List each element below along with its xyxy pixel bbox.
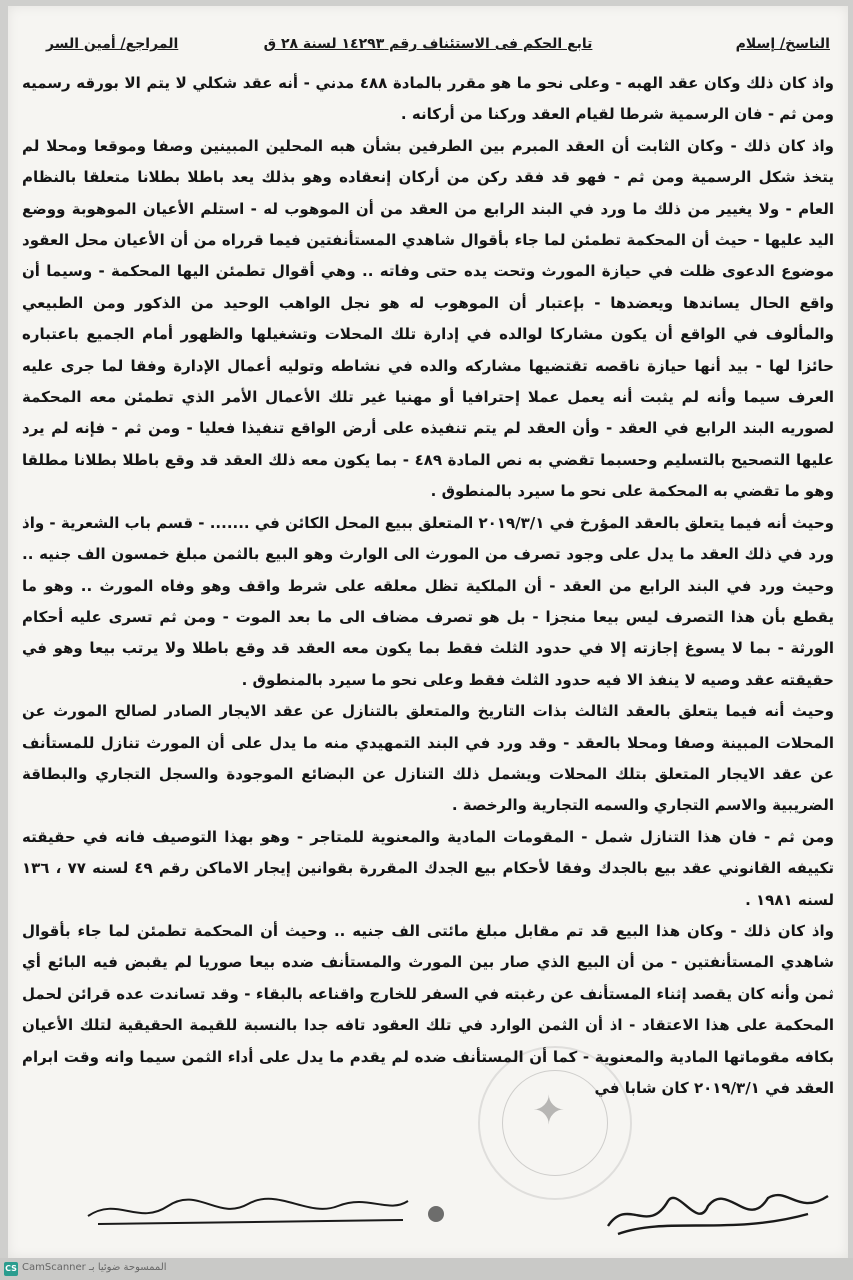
judgment-body (22, 68, 834, 1104)
page-header (8, 36, 848, 64)
scanner-footer (0, 1258, 853, 1280)
header-reviewer: المراجع/ أمين السر (46, 36, 179, 52)
eagle-emblem-icon: ✦ (532, 1088, 566, 1134)
right-signature (608, 1195, 828, 1234)
camscanner-logo-icon: CS (4, 1262, 18, 1276)
paragraph: وحيث أنه فيما يتعلق بالعقد الثالث بذات التاريخ والمتعلق بالتنازل عن عقد الايجار الصادر لصالح المورث عن المحلات المبينة وصفا ومحلا بالعقد - وقد ورد في البند التمهيدي منه ما يدل على أن المورث تنازل للمستأنف عن عقد الايجار المتعلق بتلك المحلات ويشمل ذلك التنازل عن البضائع الموجودة والسجل التجاري والبطاقة الضريبية والاسم التجاري والسمه التجارية والرخصة . (22, 702, 834, 815)
header-scribe: الناسخ/ إسلام (735, 36, 830, 52)
paragraph: واذ كان ذلك وكان عقد الهبه - وعلى نحو ما هو مقرر بالمادة ٤٨٨ مدني - أنه عقد شكلي لا يتم الا بورقه رسميه ومن ثم - فان الرسمية شرطا لقيام العقد وركنا من أركانه . (22, 74, 834, 124)
document-page (8, 6, 848, 1258)
paragraph: واذ كان ذلك - وكان الثابت أن العقد المبرم بين الطرفين بشأن هبه المحلين المبينين وصفا وموقعا ومحلا لم يتخذ شكل الرسمية ومن ثم - فهو قد فقد ركن من أركان إنعقاده وهو بذلك يعد باطلا بطلانا متعلقا بالنظام العام - ولا يغيير من ذلك ما ورد في البند الرابع من العقد من أن الموهوب له - استلم الأعيان الموهوبة ووضع اليد عليها - حيث أن المحكمة تطمئن لما جاء بأقوال شاهدي المستأنفتين فيما قرراه من أن الأعيان محل العقود موضوع الدعوى ظلت في حيازة المورث وتحت يده حتى وفاته .. وهي أقوال تطمئن اليها المحكمة - وسيما أن واقع الحال يساندها ويعضدها - بإعتبار أن الموهوب له هو نجل الواهب الوحيد من الذكور ومن الطبيعي والمألوف في الواقع أن يكون مشاركا لوالده في إدارة تلك المحلات وتشغيلها والظهور أمام الجميع باعتباره حائزا لها - بيد أنها حيازة ناقصه تقتضيها مشاركه والده في نشاطه وتوليه أعمال الإدارة وفقا لما جرى عليه العرف سيما وأنه لم يثبت أنه يعمل عملا إحترافيا أو مهنيا غير تلك الأعمال الأمر الذي تطمئن معه المحكمة لصوريه البند الرابع في العقد - وأن العقد لم يتم تنفيذه على أرض الواقع تنفيذا فعليا - ومن ثم - فإنه لم يرد عليها التصحيح بالتسليم وحسبما تقضي به نص المادة ٤٨٩ - بما يكون معه ذلك العقد قد وقع باطلا بطلانا مطلقا وهو ما تقضي به المحكمة على نحو ما سيرد بالمنطوق . (22, 136, 834, 501)
signatures (8, 1176, 848, 1246)
scanner-watermark: الممسوحة ضوئيا بـ CamScanner (22, 1262, 167, 1273)
header-case-title: تابع الحكم فى الاستئناف رقم ١٤٢٩٣ لسنة ٢٨ ق (263, 36, 593, 52)
left-signature (88, 1199, 408, 1224)
paragraph: ومن ثم - فان هذا التنازل شمل - المقومات المادية والمعنوية للمتاجر - وهو بهذا التوصيف فانه في حقيقته تكييفه القانوني عقد بيع بالجدك وفقا لأحكام بيع الجدك المقررة بقوانين إيجار الاماكن رقم ٤٩ لسنه ٧٧ ، ١٣٦ لسنه ١٩٨١ . (22, 827, 834, 909)
center-stamp-mark (428, 1206, 444, 1222)
paragraph: وحيث أنه فيما يتعلق بالعقد المؤرخ في ٢٠١٩/٣/١ المتعلق ببيع المحل الكائن في ....... - قسم باب الشعرية - واذ ورد في ذلك العقد ما يدل على وجود تصرف من المورث الى الوارث وهو البيع بالثمن مبلغ خمسون الف جنيه .. وحيث ورد في البند الرابع من العقد - أن الملكية تظل معلقه على شرط واقف وهو وفاه المورث .. وهو ما يقطع بأن هذا التصرف ليس بيعا منجزا - بل هو تصرف مضاف الى ما بعد الموت - ومن ثم تسرى عليه أحكام الورثة - بما لا يسوغ إجازته إلا في حدود الثلث فقط بما يكون معه العقد قد وقع باطلا ولا يرتب بيعا وهو في حقيقته عقد وصيه لا ينفذ الا فيه حدود الثلث فقط وعلى نحو ما سيرد بالمنطوق . (22, 513, 834, 689)
paragraph: واذ كان ذلك - وكان هذا البيع قد تم مقابل مبلغ مائتى الف جنيه .. وحيث أن المحكمة تطمئن لما جاء بأقوال شاهدي المستأنفتين - من أن البيع الذي صار بين المورث والمستأنف ضده بيعا صوريا لم يقبض فيه البائع أي ثمن وأنه كان يقصد إثناء المستأنف عن رغبته في السفر للخارج واقناعه بالبقاء - وقد تساندت عده قرائن لحمل المحكمة على هذا الاعتقاد - اذ أن الثمن الوارد في تلك العقود تافه جدا بالنسبة للقيمة الحقيقية لتلك الأعيان بكافه مقوماتها المادية والمعنوية - كما أن المستأنف ضده لم يقدم ما يدل على أداء الثمن سيما وانه وقت ابرام العقد في ٢٠١٩/٣/١ كان شابا في (22, 921, 834, 1097)
